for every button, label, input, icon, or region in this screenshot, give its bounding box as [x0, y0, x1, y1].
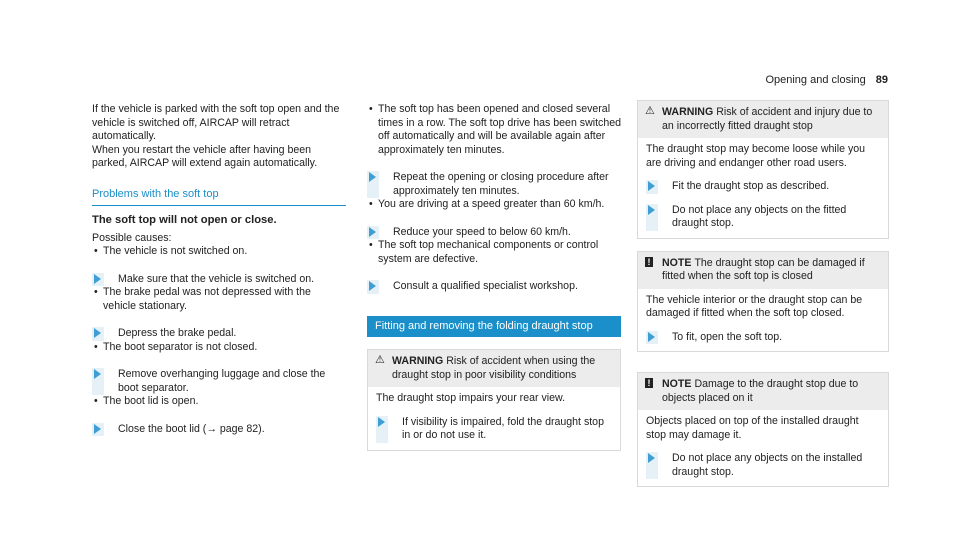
step-item — [646, 204, 880, 231]
step-item — [92, 273, 346, 287]
intro-paragraph-2: When you restart the vehicle after having been parked, AIRCAP will extend again automatically. — [92, 143, 318, 169]
warning-body — [638, 138, 888, 238]
note-body — [638, 410, 888, 486]
step-item — [376, 416, 612, 443]
note-exclamation-icon: ! — [645, 377, 653, 391]
note-body — [638, 289, 888, 352]
cause-item: • The soft top has been opened and closed several times in a row. The soft top drive has been switched off automatically and will be available again after approximately ten minutes. — [367, 103, 621, 157]
warning-text: The draught stop may become loose while you are driving and endanger other road users. — [646, 143, 866, 169]
warning-header — [638, 101, 888, 138]
note-header — [638, 252, 888, 289]
note-text: The vehicle interior or the draught stop can be damaged if fitted when the soft top closed. — [646, 293, 863, 319]
header-title: Opening and closing — [765, 74, 866, 86]
warning-label: WARNING — [662, 106, 714, 118]
warning-box — [367, 349, 621, 451]
step-arrow-icon — [376, 416, 388, 443]
note-header — [638, 373, 888, 410]
step-text: Make sure that the vehicle is switched on. — [118, 272, 315, 285]
step-arrow-icon — [92, 368, 104, 395]
step-item — [367, 280, 621, 294]
cause-item: • The brake pedal was not depressed with the vehicle stationary. — [92, 286, 346, 313]
warning-title: Risk of accident when using the draught stop in poor visibility conditions — [392, 355, 596, 381]
step-text: Reduce your speed to below 60 km/h. — [393, 225, 571, 238]
step-arrow-icon — [92, 423, 104, 437]
cause-item: • The soft top mechanical components or control system are defective. — [367, 239, 621, 266]
causes-label: Possible causes: — [92, 231, 172, 244]
page-number: 89 — [875, 74, 888, 86]
warning-triangle-icon: ⚠ — [375, 354, 385, 366]
intro-paragraph-1: If the vehicle is parked with the soft top open and the vehicle is switched off, AIRCAP will retract automatically. — [92, 103, 340, 142]
step-text: Depress the brake pedal. — [118, 327, 237, 339]
problem-title: The soft top will not open or close. — [92, 214, 277, 226]
step-text: Repeat the opening or closing procedure after approximately ten minutes. — [393, 171, 609, 197]
step-text: Do not place any objects on the fitted draught stop. — [672, 203, 847, 229]
step-text: To fit, open the soft top. — [672, 330, 783, 343]
step-item — [367, 171, 621, 198]
cause-item: • The boot lid is open. — [92, 395, 346, 409]
step-item — [92, 423, 346, 437]
step-arrow-icon — [92, 327, 104, 341]
step-item — [646, 452, 880, 479]
step-arrow-icon — [646, 331, 658, 345]
cause-item: • The vehicle is not switched on. — [92, 245, 346, 259]
column-2 — [367, 103, 621, 451]
step-item — [646, 180, 880, 194]
step-text: Fit the draught stop as described. — [672, 180, 830, 192]
note-label: NOTE — [662, 256, 692, 269]
warning-triangle-icon: ⚠ — [645, 105, 655, 117]
section-title: Problems with the soft top — [92, 187, 219, 200]
cause-item: • You are driving at a speed greater than 60 km/h. — [367, 198, 621, 212]
step-text: Consult a qualified specialist workshop. — [393, 280, 578, 292]
step-text: Remove overhanging luggage and close the boot separator. — [118, 368, 326, 394]
note-box — [637, 372, 889, 487]
step-item — [367, 226, 621, 240]
warning-title: Risk of accident and injury due to an incorrectly fitted draught stop — [662, 106, 873, 132]
note-title: Damage to the draught stop due to objects placed on it — [662, 378, 859, 404]
note-exclamation-icon: ! — [645, 256, 653, 270]
warning-body — [368, 387, 620, 450]
warning-text: The draught stop impairs your rear view. — [376, 392, 566, 404]
step-item — [92, 327, 346, 341]
note-text: Objects placed on top of the installed draught stop may damage it. — [646, 415, 859, 441]
column-1 — [92, 103, 346, 436]
column-3 — [637, 100, 889, 487]
step-item — [92, 368, 346, 395]
warning-box — [637, 100, 889, 239]
warning-header — [368, 350, 620, 387]
section-rule — [92, 205, 346, 206]
note-title: The draught stop can be damaged if fitted when the soft top is closed — [662, 256, 865, 282]
step-text: Do not place any objects on the installed draught stop. — [672, 452, 863, 478]
cause-item: • The boot separator is not closed. — [92, 341, 346, 355]
step-text: If visibility is impaired, fold the draught stop in or do not use it. — [402, 415, 604, 441]
step-arrow-icon — [92, 273, 104, 287]
section-problems — [92, 188, 346, 207]
warning-label: WARNING — [392, 355, 444, 367]
step-text[interactable]: Close the boot lid (→ page 82). — [118, 422, 265, 435]
step-arrow-icon — [367, 226, 379, 240]
step-arrow-icon — [367, 280, 379, 294]
note-box — [637, 251, 889, 353]
section-title-bar: Fitting and removing the folding draught stop — [367, 316, 621, 338]
step-arrow-icon — [646, 204, 658, 231]
step-arrow-icon — [646, 452, 658, 479]
step-item — [646, 331, 880, 345]
note-label: NOTE — [662, 378, 692, 390]
step-arrow-icon — [646, 180, 658, 194]
step-arrow-icon — [367, 171, 379, 198]
page-header — [765, 74, 888, 88]
